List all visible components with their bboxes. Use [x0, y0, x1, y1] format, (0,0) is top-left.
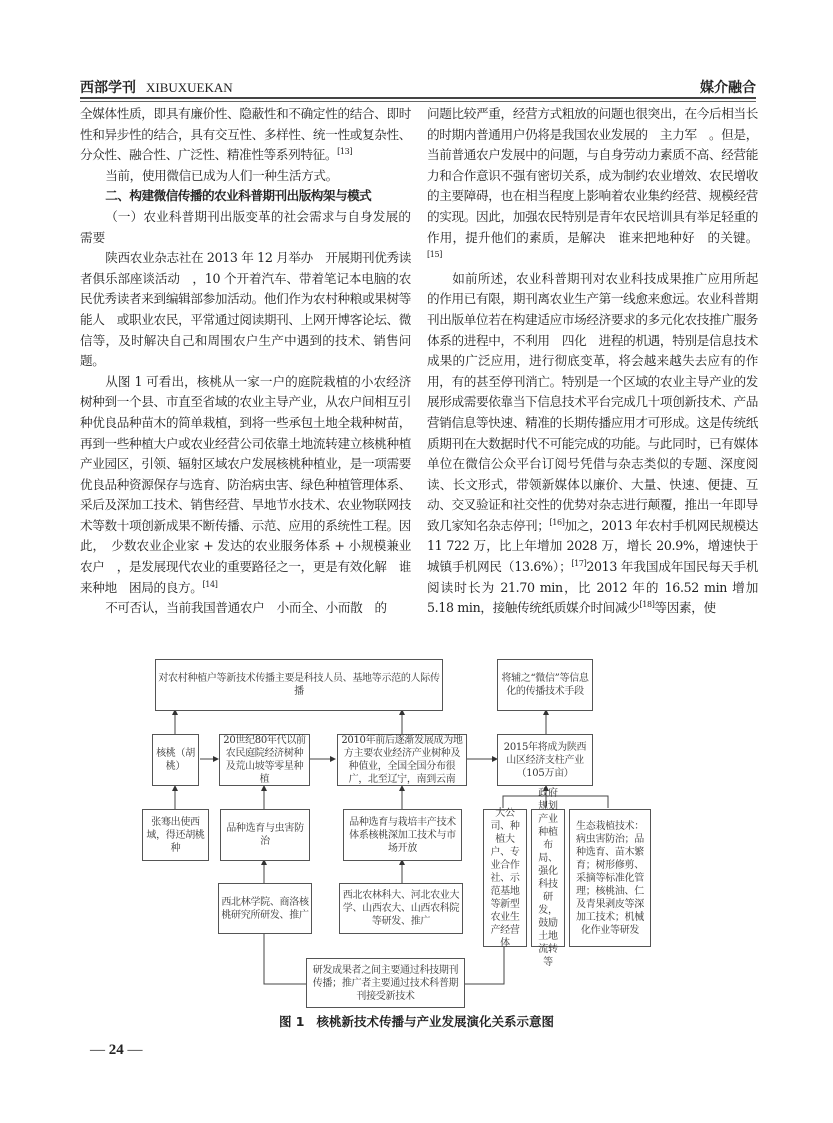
- paragraph: 从图 1 可看出，核桃从一家一户的庭院栽植的小农经济树种到一个县、市直至省域的农业主导产业，从农户间相互引种优良品种苗木的简单栽植，到将一些承包土地全栽种树苗，再到一些种植大户或农业经营公司依靠土地流转建立核桃种植产业园区，引领、辐射区域农户发展核桃种植业，是一项需要优良品种资源保存与选育、防治病虫害、绿色种植管理体系、采后及深加工技术、销售经营、旱地节水技术、农业物联网技术等数十项创新成果不断传播、示范、应用的系统性工程。因此， 少数农业企业家 + 发达的农业服务体系 + 小规模兼业农户 ，是发展现代农业的重要路径之一，更是有效化解 谁来种地 困局的良方。[14]: [80, 373, 411, 595]
- header-rule-thick: [80, 97, 756, 99]
- section-heading: 二、构建微信传播的农业科普期刊出版构架与模式: [105, 188, 372, 204]
- citation: [15]: [427, 249, 443, 259]
- page-dash-right: —: [127, 1042, 143, 1058]
- paragraph: 当前，使用微信已成为人们一种生活方式。: [105, 167, 338, 183]
- box-new-business-entities: 大公司、种植大户、专业合作社、示范基地等新型农业生产经营体: [483, 809, 527, 947]
- paragraph: 如前所述，农业科普期刊对农业科技成果推广应用所起的作用已有限，期刊离农业生产第一线愈来愈远。农业科普期刊出版单位若在构建适应市场经济要求的多元化农技推广服务体系的进程中，不利用 四化 进程的机遇，特别是信息技术成果的广泛应用，进行彻底变革，将会越来越失去应有的作用，有的甚至停刊消亡。特别是一个区域的农业主导产业的发展形成需要依靠当下信息技术平台完成几十项创新技术、产品营销信息等快速、精准的长期传播应用才可形成。这是传统纸质期刊在大数据时代不可能完成的功能。与此同时，已有媒体单位在微信公众平台订阅号凭借与杂志类似的专题、深度阅读、长文形式，带领新媒体以廉价、大量、快速、便捷、互动、交叉验证和社交性的优势对杂志进行颠覆，推出一年即导致几家知名杂志停刊；[16]加之，2013 年农村手机网民规模达 11 722 万，比上年增加 2028 万，增长 20.9%，增速快于城镇手机网民（13.6%）；[17]2013 年我国成年国民每天手机阅读时长为 21.70 min，比 2012 年的 16.52 min 增加 5.18 min，接触传统纸质媒介时间减少[18]等因素，使: [427, 270, 758, 616]
- right-column: [427, 104, 758, 640]
- figure-diagram: [140, 647, 710, 1002]
- paragraph: 全媒体性质，即具有廉价性、隐蔽性和不确定性的结合、即时性和异步性的结合，具有交互性、多样性、统一性或复杂性、分众性、融合性、广泛性、精准性等系列特征。[13]: [80, 106, 411, 163]
- paragraph: 陕西农业杂志社在 2013 年 12 月举办 开展期刊优秀读者俱乐部座谈活动 ，10 个开着汽车、带着笔记本电脑的农民优秀读者来到编辑部参加活动。他们作为农村种粮或果树等 能人 或职业农民，平常通过阅读期刊、上网开博客论坛、微信等，及时解决自己和周围农户生产中遇到的技术、销售问题。: [80, 250, 424, 369]
- page-number: [90, 1042, 143, 1059]
- connector: [264, 934, 306, 984]
- box-walnut: 核桃（胡桃）: [152, 734, 199, 786]
- citation: [18]: [639, 600, 655, 610]
- box-government-planning: 政府规划产业种植布局、强化科技研发，鼓励土地流转等: [531, 809, 565, 947]
- running-header: [80, 77, 756, 99]
- header-rule-thin: [80, 101, 756, 102]
- citation: [17]: [571, 558, 587, 568]
- box-ecological-techniques: 生态栽植技术：病虫害防治；品种选育、苗木繁育；树形修剪、采摘等标准化管理；核桃油、仁及青果剥皮等深加工技术；机械化作业等研发: [569, 809, 651, 947]
- box-pre-1980: 20世纪80年代以前农民庭院经济树种及荒山坡等零星种植: [219, 734, 310, 786]
- box-breeding-cultivation: 品种选育与栽培丰产技术体系核桃深加工技术与市场开放: [343, 809, 462, 861]
- section-name: 媒介融合: [700, 80, 756, 96]
- journal-name-en: XIBUXUEKAN: [146, 80, 233, 95]
- paragraph: 不可否认，当前我国普通农户 小而全、小而散 的: [105, 600, 387, 616]
- subsection-heading: （一）农业科普期刊出版变革的社会需求与自身发展的需要: [80, 208, 411, 245]
- box-nw-forestry-college: 西北林学院、商洛核桃研究所研发、推广: [218, 883, 312, 934]
- journal-name-cn: 西部学刊: [80, 80, 136, 96]
- citation: [13]: [337, 147, 353, 156]
- left-column: [80, 104, 424, 640]
- citation: [14]: [202, 579, 218, 589]
- figure-title: 核桃新技术传播与产业发展演化关系示意图: [316, 1014, 555, 1029]
- page-number-value: 24: [108, 1042, 124, 1058]
- page-dash-left: —: [90, 1042, 105, 1058]
- figure-number: 图 1: [278, 1014, 305, 1029]
- box-breeding-pest: 品种选育与虫害防治: [220, 809, 310, 861]
- box-zhang-qian: 张骞出使西域，得还胡桃种: [142, 809, 209, 861]
- box-nw-agri-university: 西北农林科大、河北农业大学、山西农大、山西农科院等研发、推广: [339, 883, 463, 934]
- connector: [465, 947, 504, 984]
- box-interpersonal-spread: 对农村种植户等新技术传播主要是科技人员、基地等示范的人际传播: [155, 659, 443, 711]
- box-research-dissemination: 研发成果者之间主要通过科技期刊传播；推广者主要通过技术科普期刊接受新技术: [306, 958, 465, 1008]
- box-around-2010: 2010年前后逐渐发展成为地方主要农业经济产业树种及种值业，全国全国分布很广，北至辽宁，南到云南: [337, 734, 467, 786]
- citation: [16]: [549, 517, 565, 527]
- figure-caption: [0, 1012, 833, 1030]
- journal-name: [80, 77, 233, 97]
- paragraph: 问题比较严重，经营方式粗放的问题也很突出，在今后相当长的时期内普通用户仍将是我国农业发展的 主力军 。但是，当前普通农户发展中的问题，与自身劳动力素质不高、经营能力和合作意识不强有密切关系，成为制约农业增效、农民增收的主要障碍，也在相当程度上影响着农业集约经营、规模经营的实现。因此，加强农民特别是青年农民培训具有举足轻重的作用，提升他们的素质，是解决 谁来把地种好 的关键。[15]: [427, 106, 758, 259]
- box-by-2015: 2015年将成为陕西山区经济支柱产业（105万亩）: [497, 734, 593, 786]
- box-wechat-means: 将辅之“微信”等信息化的传播技术手段: [497, 659, 593, 711]
